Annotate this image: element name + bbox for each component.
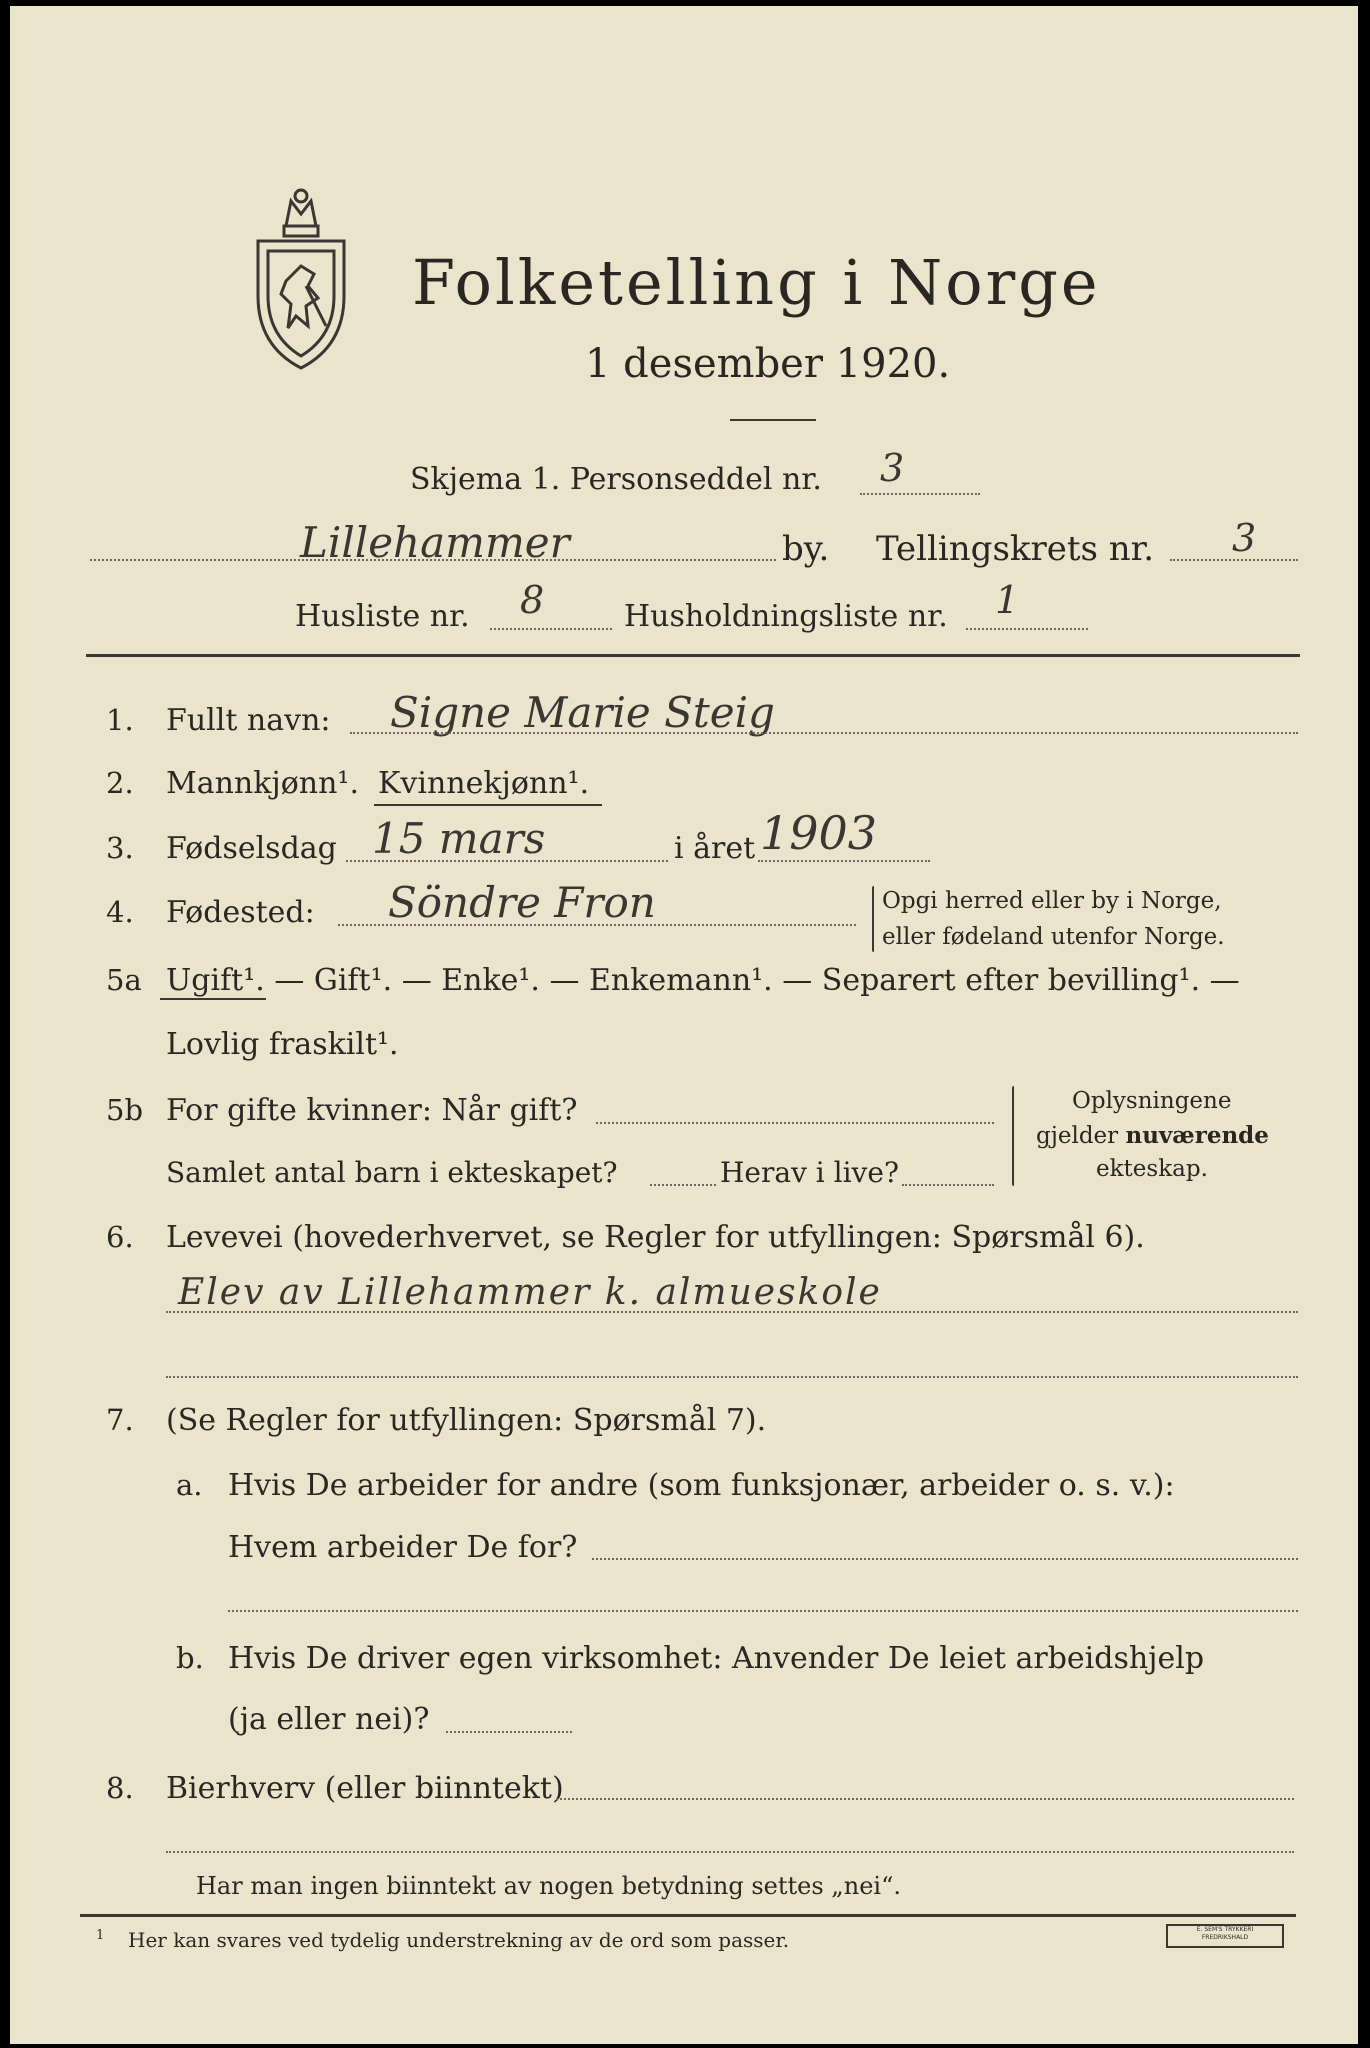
q1-value: Signe Marie Steig bbox=[390, 688, 775, 737]
footer-rule bbox=[80, 1914, 1296, 1917]
printer-stamp: E. SEM'S TRYKKERI FREDRIKSHALD bbox=[1166, 1924, 1284, 1948]
skjema-line bbox=[860, 493, 980, 495]
form-date: 1 desember 1920. bbox=[585, 341, 951, 387]
q3-year-label: i året bbox=[674, 831, 756, 866]
q7a-number: a. bbox=[176, 1468, 203, 1502]
q5b-when-line bbox=[596, 1122, 994, 1124]
q3-year-value: 1903 bbox=[760, 806, 878, 860]
husholdning-line bbox=[966, 628, 1088, 630]
q1-label: Fullt navn: bbox=[166, 703, 331, 738]
form-title: Folketelling i Norge bbox=[412, 246, 1101, 319]
q6-label: Levevei (hovederhvervet, se Regler for utfyllingen: Spørsmål 6). bbox=[166, 1220, 1145, 1255]
q5a-number: 5a bbox=[106, 963, 142, 997]
q5a-options-line2: Lovlig fraskilt¹. bbox=[166, 1027, 399, 1062]
skjema-label: Skjema 1. Personseddel nr. bbox=[410, 462, 822, 497]
q8-number: 8. bbox=[106, 1771, 134, 1805]
q4-number: 4. bbox=[106, 895, 134, 929]
q5b-number: 5b bbox=[106, 1093, 144, 1127]
husliste-value: 8 bbox=[520, 578, 545, 622]
q7b-line bbox=[446, 1731, 572, 1733]
q5b-note1: Oplysningene bbox=[1072, 1088, 1232, 1114]
q6-line1 bbox=[166, 1311, 1298, 1313]
q7b-text: Hvis De driver egen virksomhet: Anvender De leiet arbeidshjelp bbox=[228, 1641, 1205, 1676]
q4-value: Söndre Fron bbox=[388, 878, 656, 927]
q3-year-line bbox=[758, 860, 930, 862]
q7-label: (Se Regler for utfyllingen: Spørsmål 7). bbox=[166, 1403, 767, 1438]
husholdning-value: 1 bbox=[995, 578, 1020, 622]
tellingskrets-label: Tellingskrets nr. bbox=[876, 529, 1155, 569]
footnote-mark: 1 bbox=[96, 1928, 105, 1943]
q5b-children-line bbox=[650, 1184, 716, 1186]
title-divider bbox=[730, 419, 816, 421]
q5b-note3: ekteskap. bbox=[1096, 1156, 1208, 1182]
by-label: by. bbox=[782, 529, 830, 569]
q5b-label2: Samlet antal barn i ekteskapet? bbox=[166, 1156, 618, 1189]
by-line bbox=[90, 559, 776, 561]
q7-number: 7. bbox=[106, 1403, 134, 1437]
q6-line2 bbox=[166, 1376, 1298, 1378]
q2-female: Kvinnekjønn¹. bbox=[378, 766, 590, 801]
q5b-label3: Herav i live? bbox=[720, 1156, 899, 1189]
coat-of-arms-icon bbox=[246, 186, 356, 376]
q7b-number: b. bbox=[176, 1641, 204, 1675]
husliste-label: Husliste nr. bbox=[295, 599, 470, 634]
census-form bbox=[10, 6, 1358, 2044]
q6-number: 6. bbox=[106, 1220, 134, 1254]
husholdning-label: Husholdningsliste nr. bbox=[624, 599, 948, 634]
q8-line1 bbox=[556, 1798, 1294, 1800]
q7b-question: (ja eller nei)? bbox=[228, 1702, 430, 1737]
q2-female-underline bbox=[374, 804, 602, 806]
q5b-note-bracket bbox=[1012, 1086, 1014, 1186]
q5b-alive-line bbox=[902, 1184, 994, 1186]
q8-line2 bbox=[166, 1851, 1294, 1853]
q7a-line1 bbox=[592, 1558, 1298, 1560]
q5b-label1: For gifte kvinner: Når gift? bbox=[166, 1093, 578, 1128]
q5b-note2: gjelder nuværende bbox=[1036, 1122, 1269, 1149]
tellingskrets-value: 3 bbox=[1232, 516, 1257, 560]
q7a-line2 bbox=[228, 1610, 1298, 1612]
q4-note-bracket bbox=[872, 886, 874, 952]
q2-male: Mannkjønn¹. bbox=[166, 766, 359, 801]
q3-number: 3. bbox=[106, 831, 134, 865]
footnote-text: Her kan svares ved tydelig understrekning av de ord som passer. bbox=[128, 1928, 790, 1952]
q3-value: 15 mars bbox=[372, 814, 546, 863]
q4-note-line1: Opgi herred eller by i Norge, bbox=[882, 888, 1222, 914]
q1-line bbox=[350, 732, 1298, 734]
q2-number: 2. bbox=[106, 766, 134, 800]
q1-number: 1. bbox=[106, 703, 134, 737]
q3-label: Fødselsdag bbox=[166, 831, 337, 866]
q8-label: Bierhverv (eller biinntekt) bbox=[166, 1771, 564, 1806]
husliste-line bbox=[490, 628, 612, 630]
q7a-question: Hvem arbeider De for? bbox=[228, 1530, 578, 1565]
q7a-text: Hvis De arbeider for andre (som funksjonær, arbeider o. s. v.): bbox=[228, 1468, 1175, 1503]
q5a-options: Ugift¹. — Gift¹. — Enke¹. — Enkemann¹. — Separert efter bevilling¹. — bbox=[166, 963, 1240, 998]
q4-note-line2: eller fødeland utenfor Norge. bbox=[882, 924, 1225, 950]
q5a-ugift-underline bbox=[160, 998, 266, 1000]
header-rule bbox=[86, 654, 1300, 657]
by-value: Lillehammer bbox=[300, 518, 570, 567]
q4-label: Fødested: bbox=[166, 895, 315, 930]
q6-value: Elev av Lillehammer k. almueskole bbox=[178, 1272, 882, 1313]
skjema-value: 3 bbox=[880, 446, 905, 490]
footer-note: Har man ingen biinntekt av nogen betydning settes „nei“. bbox=[196, 1872, 901, 1900]
